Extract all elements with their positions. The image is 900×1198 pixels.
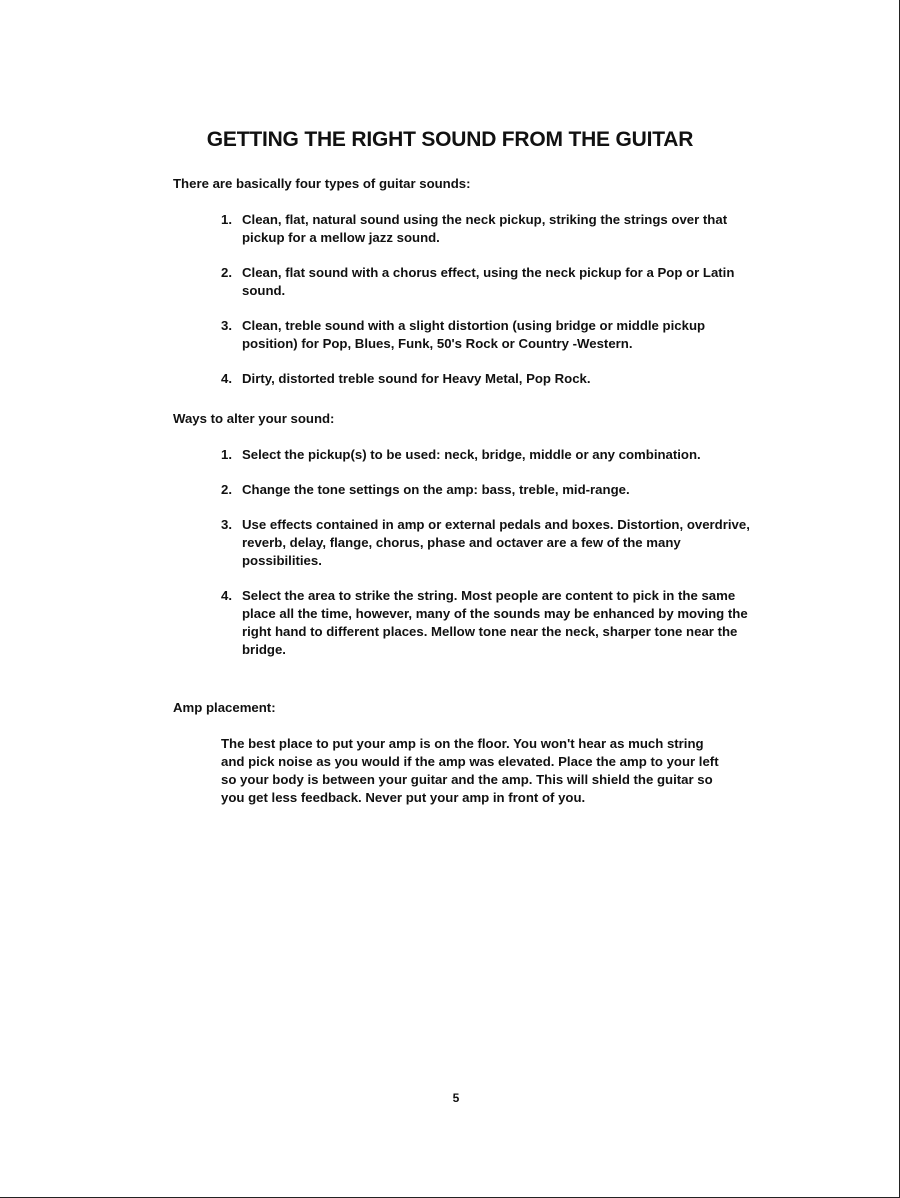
list-item-number: 3. (221, 318, 232, 333)
section-intro-alter-sound: Ways to alter your sound: (173, 411, 335, 426)
list-item (221, 481, 751, 499)
list-item-number: 3. (221, 517, 232, 532)
list-item-text: Dirty, distorted treble sound for Heavy Metal, Pop Rock. (242, 371, 591, 386)
list-item-text: Change the tone settings on the amp: bass, treble, mid-range. (242, 482, 630, 497)
section-intro-amp-placement: Amp placement: (173, 700, 276, 715)
list-item (221, 516, 751, 570)
list-item-number: 2. (221, 482, 232, 497)
section-intro-sound-types: There are basically four types of guitar sounds: (173, 176, 471, 191)
page-number: 5 (452, 1091, 460, 1105)
list-item-text: Clean, treble sound with a slight distortion (using bridge or middle pickup position) for Pop, Blues, Funk, 50's Rock or Country -Western. (242, 318, 706, 351)
list-item (221, 317, 751, 353)
list-item (221, 446, 751, 464)
list-item-text: Select the area to strike the string. Most people are content to pick in the same place all the time, however, many of the sounds may be enhanced by moving the right hand to different places. Mellow tone near the neck, sharper tone near the bridge. (242, 588, 748, 657)
alter-sound-list (221, 446, 751, 676)
list-item-text: Clean, flat, natural sound using the neck pickup, striking the strings over that pickup for a mellow jazz sound. (242, 212, 728, 245)
list-item (221, 370, 751, 388)
list-item-number: 4. (221, 371, 232, 386)
list-item-text: Clean, flat sound with a chorus effect, using the neck pickup for a Pop or Latin sound. (242, 265, 735, 298)
list-item-number: 2. (221, 265, 232, 280)
list-item-number: 4. (221, 588, 232, 603)
page-title: GETTING THE RIGHT SOUND FROM THE GUITAR (206, 128, 694, 151)
list-item (221, 211, 751, 247)
list-item-number: 1. (221, 447, 232, 462)
list-item (221, 587, 751, 659)
sound-types-list (221, 211, 751, 405)
amp-placement-paragraph: The best place to put your amp is on the floor. You won't hear as much string and pick noise as you would if the amp was elevated. Place the amp to your left so your body is between your guitar and the amp. This will shield the guitar so you get less feedback. Never put your amp in front of you. (221, 736, 719, 805)
list-item-text: Use effects contained in amp or external pedals and boxes. Distortion, overdrive, reverb, delay, flange, chorus, phase and octaver are a few of the many possibilities. (242, 517, 750, 568)
list-item-text: Select the pickup(s) to be used: neck, bridge, middle or any combination. (242, 447, 701, 462)
list-item (221, 264, 751, 300)
list-item-number: 1. (221, 212, 232, 227)
